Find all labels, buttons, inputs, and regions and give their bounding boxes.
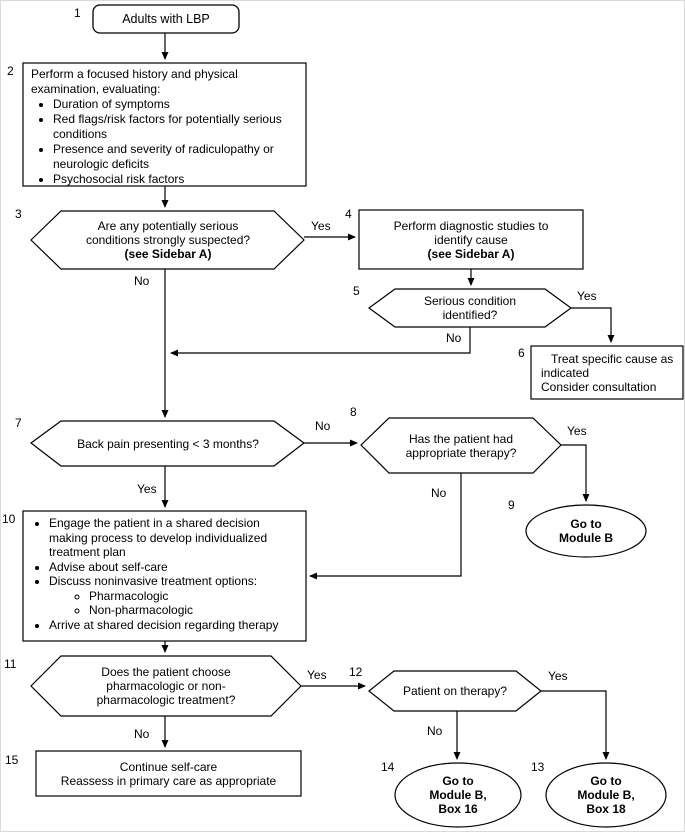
box-7-number: 7: [15, 416, 22, 430]
box-14-text: [397, 765, 519, 825]
box-15-text: [38, 753, 299, 794]
list-item: ◦ Pharmacologic: [89, 589, 301, 604]
box-10-bullet-list: [27, 516, 301, 632]
box-15-line: Continue self-care: [119, 759, 218, 774]
box-2-bullet-list: [31, 97, 299, 187]
box-8-number: 8: [350, 405, 357, 419]
list-item: • Arrive at shared decision regarding therapy: [49, 618, 301, 633]
box-4-line: identify cause: [434, 232, 508, 247]
box-2-number: 2: [7, 64, 14, 78]
label-no-b5-join: No: [446, 331, 462, 345]
box-5-text: [371, 291, 569, 325]
box-3-note: (see Sidebar A): [124, 247, 212, 261]
box-10-sub-bullet-list: [49, 589, 301, 618]
list-item: • Discuss noninvasive treatment options:: [49, 574, 301, 589]
box-13-line: Module B,: [577, 788, 635, 802]
arrow-b5-yes-to-b6: [571, 308, 611, 342]
box-4-number: 4: [345, 207, 352, 221]
box-1-text: [93, 5, 239, 33]
box-11-line: pharmacologic treatment?: [96, 693, 236, 707]
box-11-line: Does the patient choose: [101, 665, 231, 679]
label-no-b3-b7: No: [134, 274, 150, 288]
list-item: • Presence and severity of radiculopathy or neurologic deficits: [53, 142, 299, 172]
box-9-line: Go to: [570, 517, 602, 531]
label-no-b11-b15: No: [134, 727, 150, 741]
box-14-number: 14: [381, 760, 395, 774]
box-13-line: Go to: [590, 774, 622, 788]
box-7-line: Back pain presenting < 3 months?: [77, 436, 259, 451]
box-6-line: Treat specific cause as: [551, 351, 674, 366]
box-6-text: [535, 348, 681, 397]
list-item: • Duration of symptoms: [53, 97, 299, 112]
box-13-text: [548, 765, 664, 825]
box-11-line: pharmacologic or non-: [106, 679, 226, 693]
list-item: • Engage the patient in a shared decision making process to develop individualized treatment plan: [49, 516, 301, 560]
arrow-b8-yes-to-b9: [561, 445, 586, 501]
box-10-text: [27, 516, 301, 632]
box-3-line: conditions strongly suspected?: [85, 233, 251, 247]
box-8-line: appropriate therapy?: [405, 445, 517, 460]
label-yes-b12-b13: Yes: [548, 669, 568, 683]
box-6-line: Consider consultation: [541, 379, 657, 394]
box-14-line: Module B,: [429, 788, 487, 802]
arrow-b12-yes-to-b13: [541, 691, 606, 759]
list-item: • Advise about self-care: [49, 560, 301, 575]
box-1-line: Adults with LBP: [122, 12, 210, 26]
box-11-number: 11: [4, 657, 17, 671]
label-no-b8-b10: No: [431, 486, 447, 500]
box-10-number: 10: [2, 512, 16, 526]
box-8-text: [373, 420, 549, 471]
box-13-line: Box 18: [586, 802, 626, 816]
box-15-number: 15: [5, 753, 19, 767]
label-no-b7-b8: No: [315, 419, 331, 433]
box-2-intro: Perform a focused history and physical examination, evaluating:: [31, 67, 238, 96]
box-5-line: identified?: [442, 308, 498, 322]
box-1-number: 1: [74, 6, 81, 20]
label-yes-b7-b10: Yes: [137, 482, 157, 496]
box-3-line: Are any potentially serious: [97, 219, 239, 233]
box-9-text: [526, 506, 646, 556]
list-item: ◦ Non-pharmacologic: [89, 603, 301, 618]
box-12-text: [371, 671, 539, 711]
box-2-text: [31, 67, 299, 187]
box-3-text: [43, 213, 293, 267]
box-13-number: 13: [531, 760, 545, 774]
label-no-b12-b14: No: [427, 724, 443, 738]
label-yes-b8-b9: Yes: [567, 424, 587, 438]
box-5-line: Serious condition: [423, 294, 517, 308]
box-7-text: [43, 421, 293, 466]
list-item: • Psychosocial risk factors: [53, 172, 299, 187]
box-4-text: [361, 212, 581, 267]
arrow-b5-no-to-mainline: [171, 327, 470, 353]
box-11-text: [43, 658, 289, 714]
label-yes-b11-b12: Yes: [307, 668, 327, 682]
box-6-line: indicated: [541, 365, 590, 380]
list-item: • Red flags/risk factors for potentially serious conditions: [53, 112, 299, 142]
box-6-number: 6: [518, 346, 525, 360]
box-14-line: Box 16: [438, 802, 478, 816]
label-yes-b5-b6: Yes: [577, 289, 597, 303]
box-14-line: Go to: [442, 774, 474, 788]
box-15-line: Reassess in primary care as appropriate: [60, 773, 277, 788]
box-12-line: Patient on therapy?: [402, 684, 508, 698]
box-9-number: 9: [508, 498, 515, 512]
box-12-number: 12: [349, 665, 363, 679]
box-8-line: Has the patient had: [408, 431, 514, 446]
label-yes-b3-b4: Yes: [311, 219, 331, 233]
box-4-line: Perform diagnostic studies to: [393, 218, 549, 233]
box-9-line: Module B: [559, 531, 613, 545]
box-3-number: 3: [15, 207, 22, 221]
box-4-note: (see Sidebar A): [427, 246, 515, 261]
box-5-number: 5: [353, 284, 360, 298]
